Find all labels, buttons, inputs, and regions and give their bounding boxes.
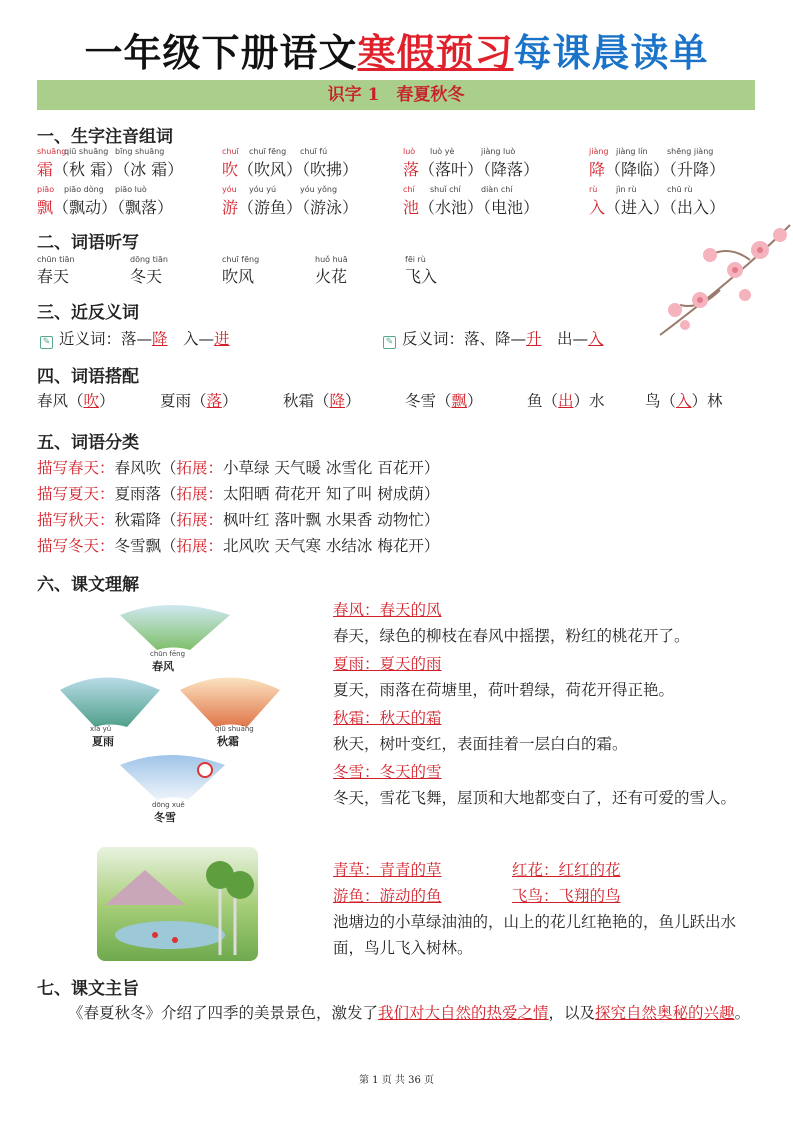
collocation-post: ） [467,392,483,410]
section6-heading: 六、课文理解 [37,575,139,595]
pinyin-word: piāo dòng [64,185,104,194]
class-label: 描写秋天： [37,511,115,529]
pinyin-char: chuī [222,147,239,156]
collocation-post: ） [99,392,115,410]
fan-pinyin: xià yǔ [90,725,112,733]
pinyin-word: bīng shuāng [115,147,165,156]
pinyin-char: yóu [222,185,237,194]
pinyin-word: chuī fú [300,147,328,156]
word-pinyin: chūn tiān [37,255,75,264]
section1-heading: 一、生字注音组词 [37,127,173,147]
title-part3: 每课晨读单 [513,31,709,75]
collocation-post: ）水 [573,392,605,410]
collocation-post: ） [345,392,361,410]
pinyin-char: luò [403,147,416,156]
page-footer: 第 1 页 共 36 页 [359,1075,434,1086]
class-ext: 拓展： [176,511,224,529]
pinyin-char: piāo [37,185,55,194]
class-main: 秋霜降（ [114,511,177,529]
ant-mid: 出— [541,330,589,348]
term-definition: 冬雪：冬天的雪 [333,763,442,781]
collocation-pre: 冬雪（ [405,392,452,410]
word-pair: （落叶）（降落） [419,160,540,179]
word-pair: （吹风）（吹拂） [238,160,359,179]
pinyin-word: chū rù [667,185,693,194]
fan-pinyin: dōng xuě [152,801,185,809]
word-pair: （水池）（电池） [419,198,540,217]
class-rest: 北风吹 天气寒 水结冰 梅花开） [223,537,440,555]
ant-answer: 入 [588,330,604,348]
char-entry [37,157,183,180]
theme-text: ，以及 [548,1004,596,1022]
section4-heading: 四、词语搭配 [37,367,139,387]
char-entry [222,195,358,218]
class-ext: 拓展： [176,485,224,503]
syn-mid: 入— [167,330,215,348]
title-highlight: 寒假预习 [357,31,514,75]
collocation-ans: 飘 [451,392,468,410]
new-character: 吹 [222,160,239,179]
pond-description: 池塘边的小草绿油油的，山上的花儿红艳艳的，鱼儿跃出水面，鸟儿飞入树林。 [333,913,737,957]
char-entry [589,157,725,180]
fan-label: 夏雨 [92,735,114,748]
collocation-ans: 入 [676,392,692,410]
word-pair: （秋 霜）（冰 霜） [53,160,184,179]
fan-label: 秋霜 [217,735,239,748]
pinyin-word: piāo luò [115,185,147,194]
pinyin-word: jiàng lín [616,147,648,156]
dictation-word: 火花 [315,267,348,286]
class-rest: 太阳晒 荷花开 知了叫 树成荫） [223,485,440,503]
term-definition: 青草：青青的草 [333,861,442,879]
char-entry [403,157,539,180]
pinyin-word: luò yè [430,147,455,156]
pinyin-word: shēng jiàng [667,147,714,156]
pinyin-word: yóu yǒng [300,185,338,194]
pond-landscape-illustration [95,845,260,963]
collocation-item [527,389,605,411]
class-label: 描写冬天： [37,537,115,555]
synonyms-line [40,327,230,349]
syn-answer: 降 [152,330,168,348]
collocation-pre: 春风（ [37,392,84,410]
dictation-word: 春天 [37,267,70,286]
collocation-post: ） [222,392,238,410]
theme-highlight: 探究自然奥秘的兴趣 [595,1004,735,1022]
word-pair: （飘动）（飘落） [53,198,174,217]
term-definition: 飞鸟：飞翔的鸟 [512,887,621,905]
word-pinyin: chuī fēng [222,255,260,264]
pinyin-word: jìn rù [616,185,637,194]
collocation-ans: 落 [206,392,223,410]
classification-row [37,456,439,478]
char-entry [589,195,725,218]
season-description: 春天，绿色的柳枝在春风中摇摆，粉红的桃花开了。 [333,627,690,645]
pinyin-word: diàn chí [481,185,513,194]
title-part1: 一年级下册语文 [84,31,358,75]
new-character: 飘 [37,198,54,217]
class-rest: 枫叶红 落叶飘 水果香 动物忙） [223,511,440,529]
word-pinyin: fēi rù [405,255,426,264]
collocation-pre: 夏雨（ [160,392,207,410]
season-description: 秋天，树叶变红，表面挂着一层白白的霜。 [333,735,628,753]
pinyin-char: rù [589,185,598,194]
antonyms-line [383,327,604,349]
word-pair: （降临）（升降） [605,160,726,179]
edit-icon: ✎ [40,336,53,349]
new-character: 霜 [37,160,54,179]
section3-heading: 三、近反义词 [37,303,139,323]
syn-answer: 进 [214,330,230,348]
collocation-ans: 吹 [83,392,100,410]
section7-heading: 七、课文主旨 [37,979,139,999]
class-main: 春风吹（ [114,459,177,477]
new-character: 入 [589,198,606,217]
season-fans-illustration [55,595,285,835]
dictation-word: 飞入 [405,267,438,286]
term-definition: 游鱼：游动的鱼 [333,887,442,905]
edit-icon: ✎ [383,336,396,349]
char-entry [37,195,173,218]
pinyin-word: qiū shuāng [64,147,109,156]
blossom-decoration [640,215,793,345]
word-pair: （游鱼）（游泳） [238,198,359,217]
class-ext: 拓展： [176,459,224,477]
theme-paragraph [37,1000,757,1026]
word-pair: （进入）（出入） [605,198,726,217]
ant-label: 反义词：落、降— [402,330,527,348]
pinyin-char: shuāng [37,147,67,156]
term-definition: 夏雨：夏天的雨 [333,655,442,673]
theme-text: 《春夏秋冬》介绍了四季的美景景色，激发了 [68,1004,379,1022]
pinyin-word: jiàng luò [481,147,516,156]
theme-text: 。 [734,1004,751,1022]
classification-row [37,508,439,530]
pinyin-char: jiàng [589,147,609,156]
ant-answer: 升 [526,330,542,348]
new-character: 池 [403,198,420,217]
char-entry [403,195,539,218]
collocation-item [283,389,361,411]
char-entry [222,157,358,180]
section5-heading: 五、词语分类 [37,433,139,453]
collocation-item [37,389,115,411]
season-description: 夏天，雨落在荷塘里，荷叶碧绿，荷花开得正艳。 [333,681,675,699]
new-character: 游 [222,198,239,217]
classification-row [37,482,439,504]
pinyin-word: shuǐ chí [430,185,461,194]
classification-row [37,534,439,556]
collocation-pre: 秋霜（ [283,392,330,410]
collocation-item [645,389,723,411]
collocation-pre: 鸟（ [645,392,677,410]
fan-pinyin: qiū shuāng [215,725,254,733]
collocation-item [160,389,238,411]
lesson-title-bar: 识字 1 春夏秋冬 [37,80,755,110]
class-rest: 小草绿 天气暖 冰雪化 百花开） [223,459,440,477]
collocation-item [405,389,483,411]
fan-label: 春风 [152,660,174,673]
class-ext: 拓展： [176,537,224,555]
page-title [0,22,793,77]
word-pinyin: dōng tiān [130,255,168,264]
dictation-word: 冬天 [130,267,163,286]
class-main: 夏雨落（ [114,485,177,503]
fan-pinyin: chūn fēng [150,650,186,658]
class-label: 描写夏天： [37,485,115,503]
class-main: 冬雪飘（ [114,537,177,555]
term-definition: 秋霜：秋天的霜 [333,709,442,727]
pinyin-word: chuī fēng [249,147,287,156]
collocation-ans: 出 [558,392,574,410]
term-definition: 春风：春天的风 [333,601,442,619]
word-pinyin: huǒ huā [315,255,348,264]
fan-label: 冬雪 [154,811,176,824]
collocation-ans: 降 [329,392,346,410]
season-description: 冬天，雪花飞舞，屋顶和大地都变白了，还有可爱的雪人。 [333,789,737,807]
syn-label: 近义词：落— [59,330,153,348]
new-character: 落 [403,160,420,179]
class-label: 描写春天： [37,459,115,477]
pinyin-char: chí [403,185,415,194]
new-character: 降 [589,160,606,179]
collocation-pre: 鱼（ [527,392,559,410]
dictation-word: 吹风 [222,267,255,286]
pinyin-word: yóu yú [249,185,277,194]
collocation-post: ）林 [691,392,723,410]
term-definition: 红花：红红的花 [512,861,621,879]
section2-heading: 二、词语听写 [37,233,139,253]
theme-highlight: 我们对大自然的热爱之情 [378,1004,549,1022]
